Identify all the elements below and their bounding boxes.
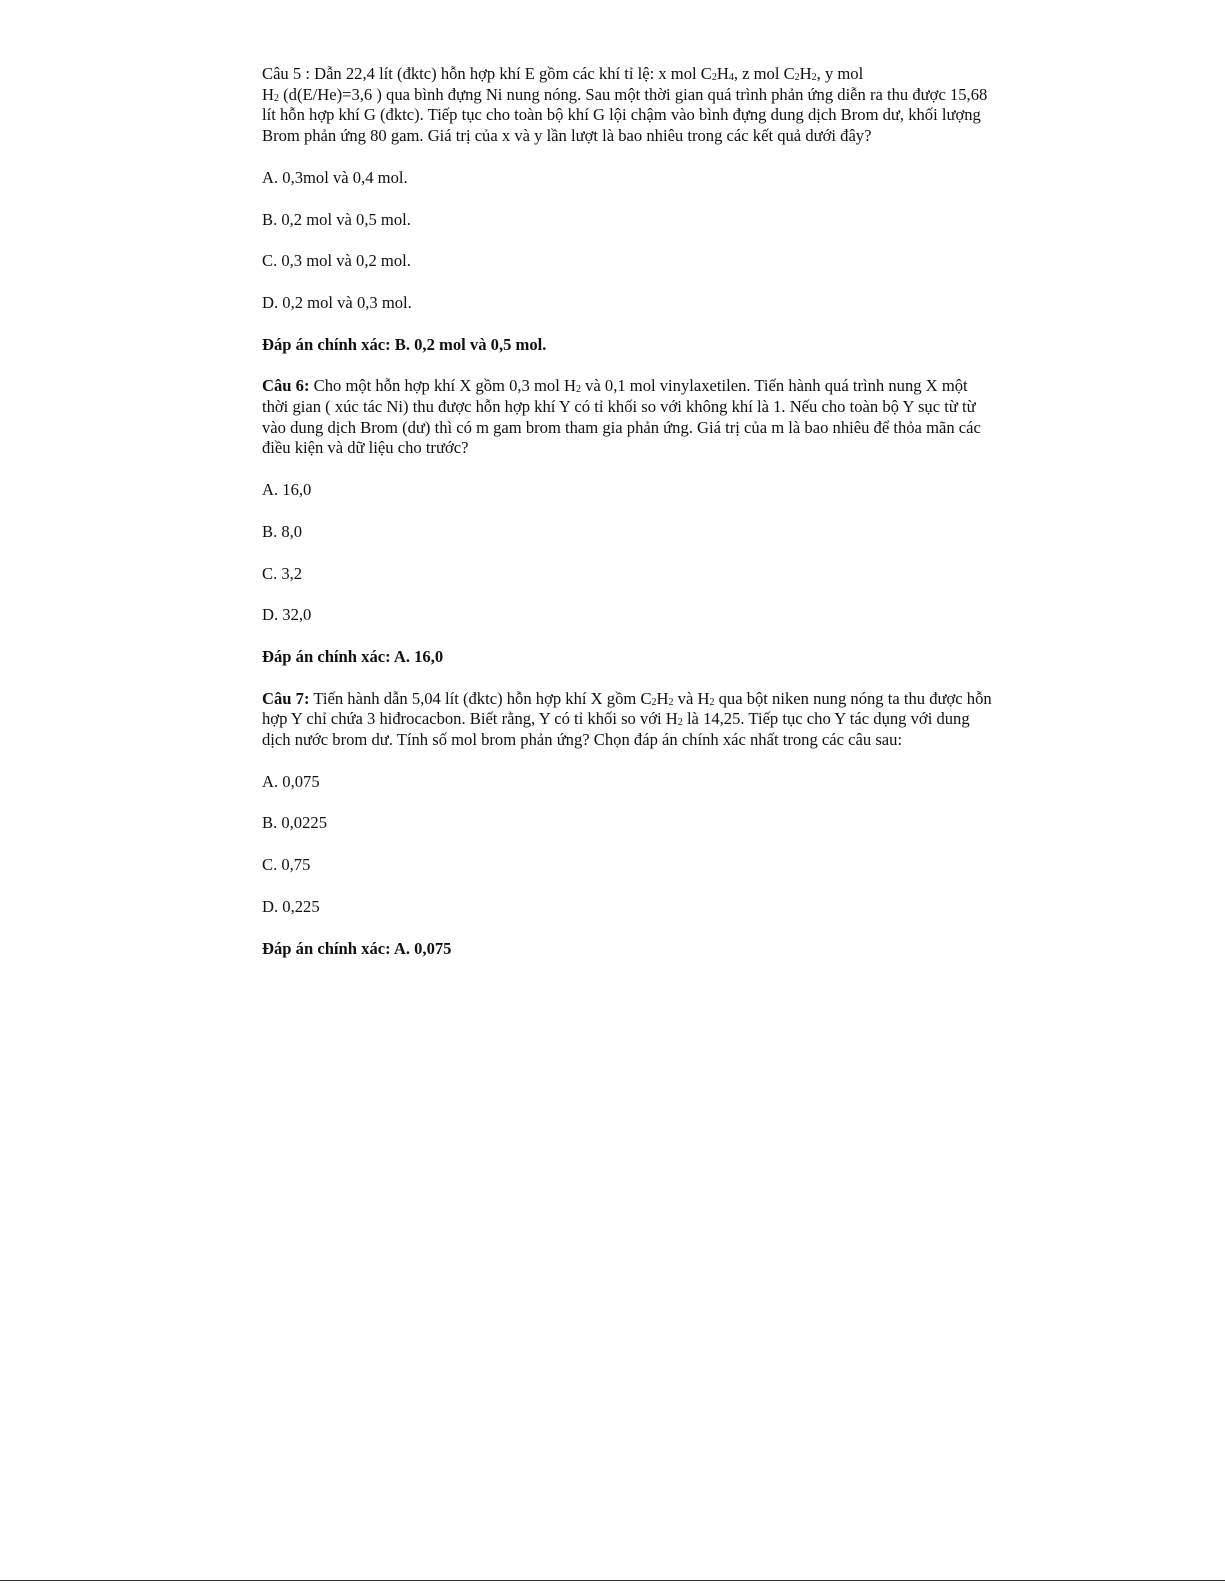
page-bottom-divider [0,1580,1225,1581]
question-7 [262,689,992,960]
document-page [262,64,992,980]
question-5-option-b: B. 0,2 mol và 0,5 mol. [262,209,411,229]
question-5-text: Câu 5 : Dẫn 22,4 lít (đktc) hỗn hợp khí E gồm các khí tỉ lệ: x mol $C_2H_4$, z mol $C_2H_2$, y mol $H_2$ (d(E/He)=3,6 ) qua bình đựng Ni nung nóng. Sau một thời gian quá trình phản ứng diễn ra thu được 15,68 lít hỗn hợp khí G (đktc). Tiếp tục cho toàn bộ khí G lội chậm vào bình đựng dung dịch Brom dư, khối lượng Brom phản ứng 80 gam. Giá trị của x và y lần lượt là bao nhiêu trong các kết quả dưới đây? [262,64,988,146]
question-5 [262,64,992,355]
question-5-answer: Đáp án chính xác: B. 0,2 mol và 0,5 mol. [262,334,547,354]
question-5-label: Câu 5 : [262,64,310,83]
question-7-text: Câu 7: Tiến hành dẫn 5,04 lít (đktc) hỗn hợp khí X gồm $C_2H_2$ và $H_2$ qua bột niken nung nóng ta thu được hỗn hợp Y chỉ chứa 3 hiđrocacbon. Biết rằng, Y có tỉ khối so với $H_2$ là 14,25. Tiếp tục cho Y tác dụng với dung dịch nước brom dư. Tính số mol brom phản ứng? Chọn đáp án chính xác nhất trong các câu sau: [262,688,992,750]
question-6-answer: Đáp án chính xác: A. 16,0 [262,646,444,666]
question-6-option-b: B. 8,0 [262,521,303,541]
question-7-option-b: B. 0,0225 [262,813,327,833]
question-7-option-a: A. 0,075 [262,771,320,791]
question-5-option-a: A. 0,3mol và 0,4 mol. [262,167,408,187]
question-6-option-a: A. 16,0 [262,480,312,500]
question-7-label: Câu 7: [262,688,310,708]
question-7-option-d: D. 0,225 [262,896,320,916]
question-7-option-c: C. 0,75 [262,855,311,875]
question-6-option-d: D. 32,0 [262,605,312,625]
question-6 [262,376,992,667]
question-6-option-c: C. 3,2 [262,563,303,583]
question-5-option-d: D. 0,2 mol và 0,3 mol. [262,292,412,312]
question-7-answer: Đáp án chính xác: A. 0,075 [262,938,452,958]
question-5-option-c: C. 0,3 mol và 0,2 mol. [262,251,411,271]
question-6-text: Câu 6: Cho một hỗn hợp khí X gồm 0,3 mol $H_2$ và 0,1 mol vinylaxetilen. Tiến hành quá trình nung X một thời gian ( xúc tác Ni) thu được hỗn hợp khí Y có tỉ khối so với không khí là 1. Nếu cho toàn bộ Y sục từ từ vào dung dịch Brom (dư) thì có m gam brom tham gia phản ứng. Giá trị của m là bao nhiêu để thỏa mãn các điều kiện và dữ liệu cho trước? [262,376,981,458]
question-6-label: Câu 6: [262,376,310,396]
